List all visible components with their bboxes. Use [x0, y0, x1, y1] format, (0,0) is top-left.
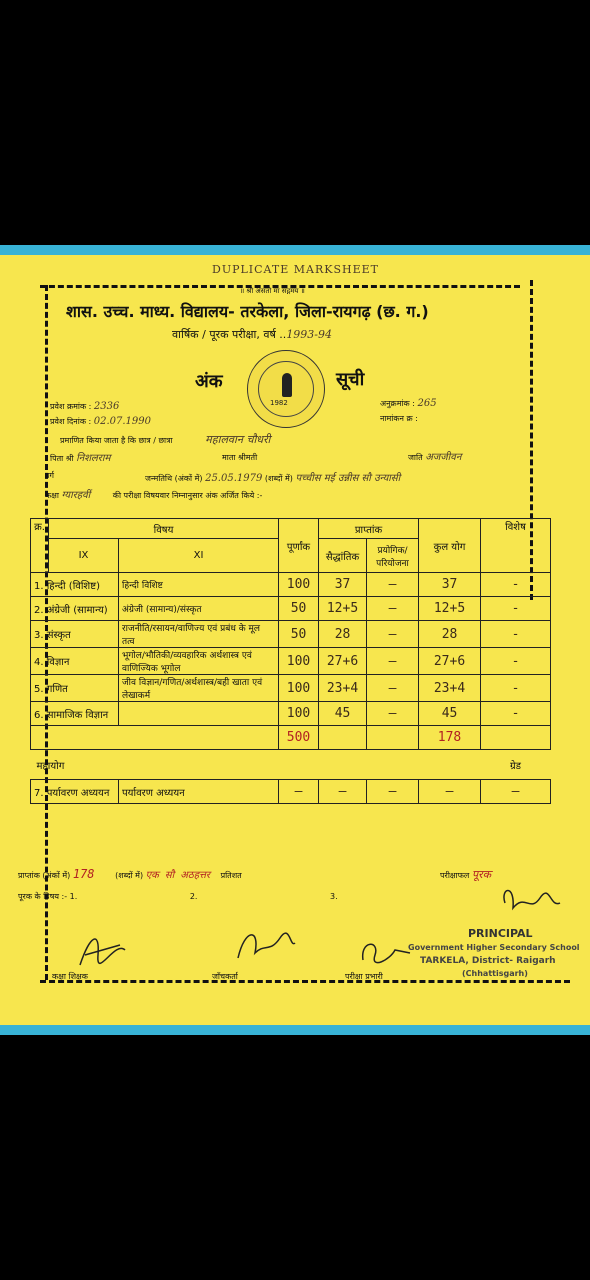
photo-background [0, 245, 590, 1035]
caste-value: अजजीवन [425, 452, 462, 463]
env-practical: — [367, 780, 419, 804]
principal-line1: Government Higher Secondary School [408, 943, 580, 952]
grand-empty-3 [481, 726, 551, 750]
special-cell: - [481, 597, 551, 621]
marksheet-paper [0, 255, 590, 1025]
dob-value: 25.05.1979 [205, 473, 263, 484]
env-theory: — [319, 780, 367, 804]
admission-no-label: प्रवेश क्रमांक : [50, 402, 92, 411]
theory-cell: 23+4 [319, 675, 367, 702]
header-total: कुल योग [419, 519, 481, 573]
max-cell: 100 [279, 702, 319, 726]
certify-label: प्रमाणित किया जाता है कि छात्र / छात्रा [60, 436, 173, 445]
dob-words: पच्चीस मई उन्नीस सौ उन्यासी [295, 473, 401, 484]
header-sno: क्र. [31, 519, 49, 573]
header-practical: प्रयोगिक/ परियोजना [367, 539, 419, 573]
year-label: वर्ग [45, 471, 54, 480]
border-bottom [40, 980, 570, 983]
words-value: एक सौ अठहत्तर [145, 870, 211, 881]
grand-empty-2 [367, 726, 419, 750]
subject-ix-cell: 2. अंग्रेजी (सामान्य) [31, 597, 119, 621]
marks-table [30, 518, 551, 804]
principal-signature-icon [495, 883, 565, 928]
father-name: निशलराम [76, 453, 111, 464]
result-label: परीक्षाफल [440, 871, 470, 880]
result-value: पूरक [471, 868, 492, 881]
teacher-signature-icon [70, 925, 140, 970]
max-cell: 100 [279, 648, 319, 675]
header-ix: IX [49, 539, 119, 573]
roll-no-label: अनुक्रमांक : [380, 399, 415, 408]
subject-xi-cell: राजनीति/रसायन/वाणिज्य एवं प्रबंध के मूल तत्व [119, 621, 279, 648]
subject-xi-cell: जीव विज्ञान/गणित/अर्थशास्त्र/बही खाता एवं लेखाकर्म [119, 675, 279, 702]
subject-ix-cell: 6. सामाजिक विज्ञान [31, 702, 119, 726]
roll-no: 265 [417, 398, 437, 409]
env-total: — [419, 780, 481, 804]
special-cell: - [481, 702, 551, 726]
grand-total-row [31, 726, 551, 750]
father-row [50, 450, 110, 464]
theory-cell: 12+5 [319, 597, 367, 621]
total-cell: 12+5 [419, 597, 481, 621]
mother-label: माता श्रीमती [222, 453, 258, 462]
header-xi: XI [119, 539, 279, 573]
class-suffix: की परीक्षा विषयवार निम्नानुसार अंक अर्जित किये :- [112, 491, 263, 500]
words-label: (शब्दों में) [115, 871, 144, 880]
school-emblem-icon [247, 350, 325, 428]
env-max: — [279, 780, 319, 804]
dob-label: जन्मतिथि (अंकों में) [145, 474, 203, 483]
total-cell: 27+6 [419, 648, 481, 675]
caste-label: जाति [408, 453, 423, 462]
sig-checker-label: जाँचकर्ता [212, 972, 238, 981]
table-header-row [31, 519, 551, 539]
principal-label: PRINCIPAL [468, 927, 533, 940]
sig-teacher-label: कक्षा शिक्षक [52, 972, 88, 981]
obtained-row [18, 867, 242, 881]
grade-label: ग्रेड [510, 760, 522, 772]
student-name: महालवान चौधरी [205, 433, 271, 446]
practical-cell: — [367, 675, 419, 702]
max-cell: 100 [279, 675, 319, 702]
supp-3: 3. [330, 892, 338, 901]
enrol-label: नामांकन क्र : [380, 414, 418, 423]
subject-xi-cell: अंग्रेजी (सामान्य)/संस्कृत [119, 597, 279, 621]
supp-label: पूरक के विषय :- 1. [18, 892, 78, 901]
max-cell: 50 [279, 621, 319, 648]
total-cell: 45 [419, 702, 481, 726]
admission-date-row [50, 416, 151, 427]
header-special: विशेष [481, 519, 551, 573]
theory-cell: 45 [319, 702, 367, 726]
exam-label: वार्षिक / पूरक परीक्षा, वर्ष .. [172, 328, 287, 341]
obtained-label: प्राप्तांक (अंकों में) [18, 871, 71, 880]
father-label: पिता श्री [50, 454, 74, 463]
table-row [31, 573, 551, 597]
table-row [31, 621, 551, 648]
grand-total: 178 [419, 726, 481, 750]
subject-ix-cell: 5. गणित [31, 675, 119, 702]
subject-ix-cell: 4. विज्ञान [31, 648, 119, 675]
header-max: पूर्णांक [279, 519, 319, 573]
caste-row [408, 449, 461, 463]
theory-cell: 28 [319, 621, 367, 648]
dob-words-label: (शब्दों में) [264, 474, 293, 483]
max-cell: 100 [279, 573, 319, 597]
env-xi: पर्यावरण अध्ययन [119, 780, 279, 804]
grand-max: 500 [279, 726, 319, 750]
env-ix: 7. पर्यावरण अध्ययन [31, 780, 119, 804]
special-cell: - [481, 573, 551, 597]
admission-date-label: प्रवेश दिनांक : [50, 417, 92, 426]
checker-signature-icon [230, 923, 300, 968]
header-obtained: प्राप्तांक [319, 519, 419, 539]
practical-cell: — [367, 573, 419, 597]
emblem-year: 1982 [270, 399, 288, 407]
theory-cell: 37 [319, 573, 367, 597]
admission-no-row [50, 401, 119, 412]
class-label: कक्षा [45, 491, 59, 500]
subject-xi-cell: भूगोल/भौतिकी/व्यवहारिक अर्थशास्त्र एवं वाणिज्यिक भूगोल [119, 648, 279, 675]
roll-no-row [380, 398, 437, 409]
principal-line3: (Chhattisgarh) [462, 969, 528, 978]
practical-cell: — [367, 648, 419, 675]
total-cell: 28 [419, 621, 481, 648]
subject-ix-cell: 1. हिन्दी (विशिष्ट) [31, 573, 119, 597]
mahayog-row [31, 750, 551, 780]
exam-incharge-signature-icon [355, 935, 415, 970]
duplicate-stamp: DUPLICATE MARKSHEET [212, 263, 379, 276]
grand-empty-1 [319, 726, 367, 750]
title-ank: अंक [195, 371, 223, 392]
table-row [31, 597, 551, 621]
total-cell: 37 [419, 573, 481, 597]
admission-no: 2336 [93, 401, 120, 412]
subject-ix-cell: 3. संस्कृत [31, 621, 119, 648]
sig-exam-label: परीक्षा प्रभारी [345, 972, 383, 981]
grand-spacer [31, 726, 279, 750]
practical-cell: — [367, 597, 419, 621]
dob-row [145, 470, 400, 484]
header-subject: विषय [49, 519, 279, 539]
result-row [440, 867, 491, 882]
obtained-value: 178 [72, 867, 95, 881]
env-special: — [481, 780, 551, 804]
practical-cell: — [367, 702, 419, 726]
percent-label: प्रतिशत [220, 871, 242, 880]
class-value: ग्यारहवीं [61, 490, 91, 501]
torch-icon [282, 373, 292, 397]
header-theory: सैद्धांतिक [319, 539, 367, 573]
subject-xi-cell [119, 702, 279, 726]
admission-date: 02.07.1990 [93, 416, 152, 427]
max-cell: 50 [279, 597, 319, 621]
special-cell: - [481, 621, 551, 648]
total-cell: 23+4 [419, 675, 481, 702]
certify-row [60, 432, 270, 447]
title-suchi: सूची [336, 369, 365, 390]
theory-cell: 27+6 [319, 648, 367, 675]
table-row [31, 675, 551, 702]
special-cell: - [481, 648, 551, 675]
mahayog-label: महायोग [36, 760, 65, 772]
supp-2: 2. [189, 892, 198, 901]
principal-line2: TARKELA, District- Raigarh [420, 956, 556, 966]
school-name: शास. उच्च. माध्य. विद्यालय- तरकेला, जिला-रायगढ़ (छ. ग.) [66, 302, 429, 321]
marks-rows [31, 573, 551, 726]
supp-row [18, 891, 338, 902]
class-row [45, 487, 262, 501]
exam-year: 1993-94 [286, 328, 333, 341]
practical-cell: — [367, 621, 419, 648]
special-cell: - [481, 675, 551, 702]
table-row [31, 702, 551, 726]
invocation: ॥ श्री असतो मा सद्गमय ॥ [240, 287, 305, 295]
exam-title [172, 327, 332, 342]
subject-xi-cell: हिन्दी विशिष्ट [119, 573, 279, 597]
table-row [31, 648, 551, 675]
env-row [31, 780, 551, 804]
